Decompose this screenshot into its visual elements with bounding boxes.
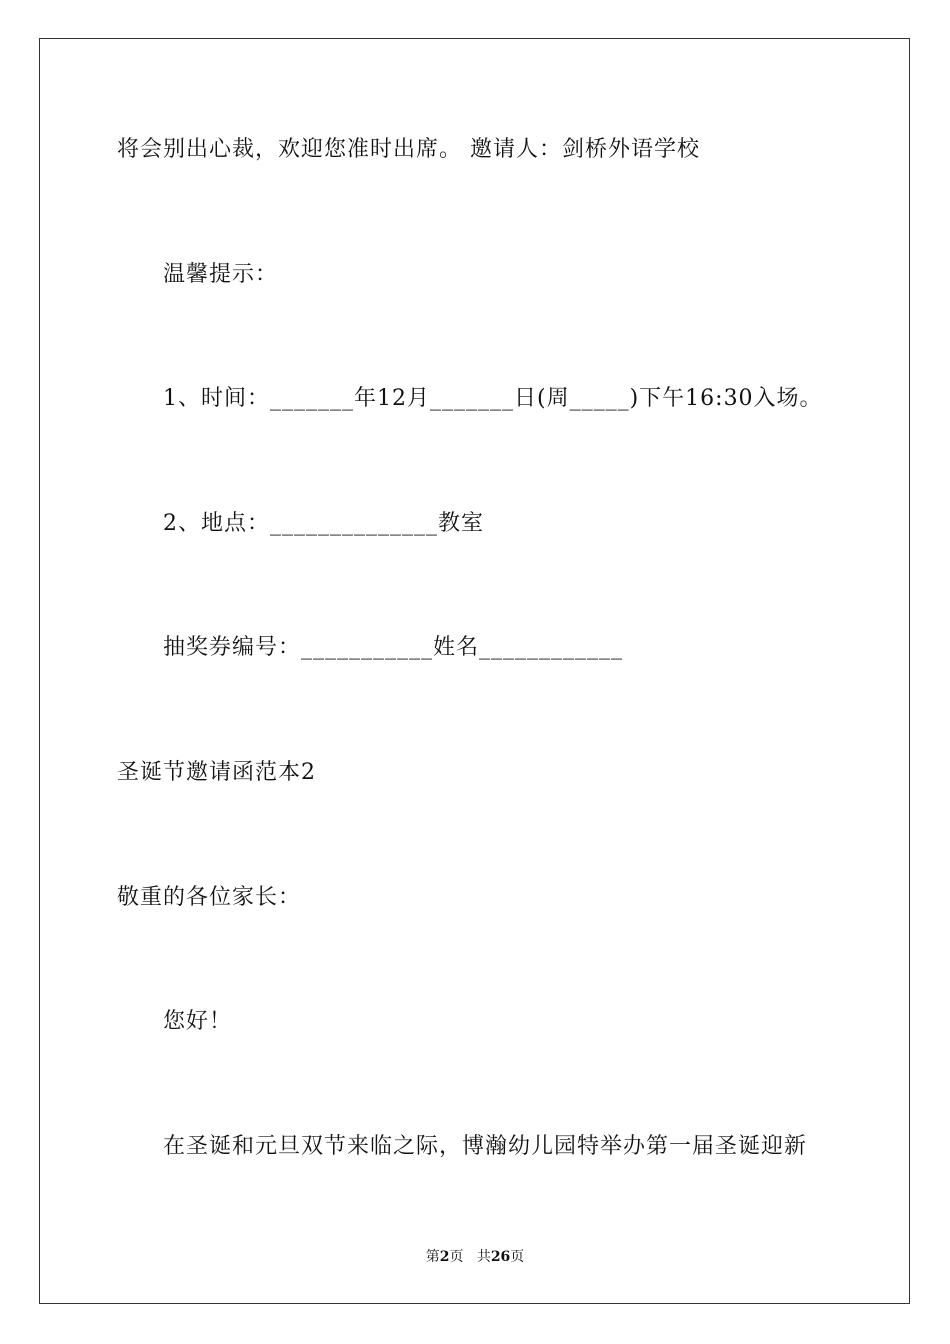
footer-total-prefix: 共	[476, 1249, 491, 1265]
footer-page-prefix: 第	[425, 1249, 440, 1265]
section-title: 圣诞节邀请函范本2	[117, 760, 316, 785]
page-border	[39, 38, 910, 1304]
text-line-greeting: 您好！	[163, 1009, 233, 1034]
text-line-lottery-ticket: 抽奖券编号：___________姓名____________	[163, 635, 624, 660]
footer-page-number: 2	[439, 1249, 450, 1265]
footer-total-pages: 26	[490, 1249, 511, 1265]
footer-page-suffix: 页	[449, 1249, 464, 1265]
text-line-location: 2、地点：______________教室	[163, 511, 484, 536]
text-line-time: 1、时间：_______年12月_______日(周_____)下午16:30入场。	[163, 386, 823, 411]
text-line-invitation-closing: 将会别出心裁，欢迎您准时出席。 邀请人：剑桥外语学校	[117, 137, 700, 162]
page-footer	[0, 1248, 950, 1266]
text-line-body: 在圣诞和元旦双节来临之际，博瀚幼儿园特举办第一届圣诞迎新	[163, 1134, 808, 1159]
text-line-reminder-heading: 温馨提示：	[163, 262, 279, 287]
text-line-salutation: 敬重的各位家长：	[117, 885, 302, 910]
footer-total-suffix: 页	[510, 1249, 525, 1265]
